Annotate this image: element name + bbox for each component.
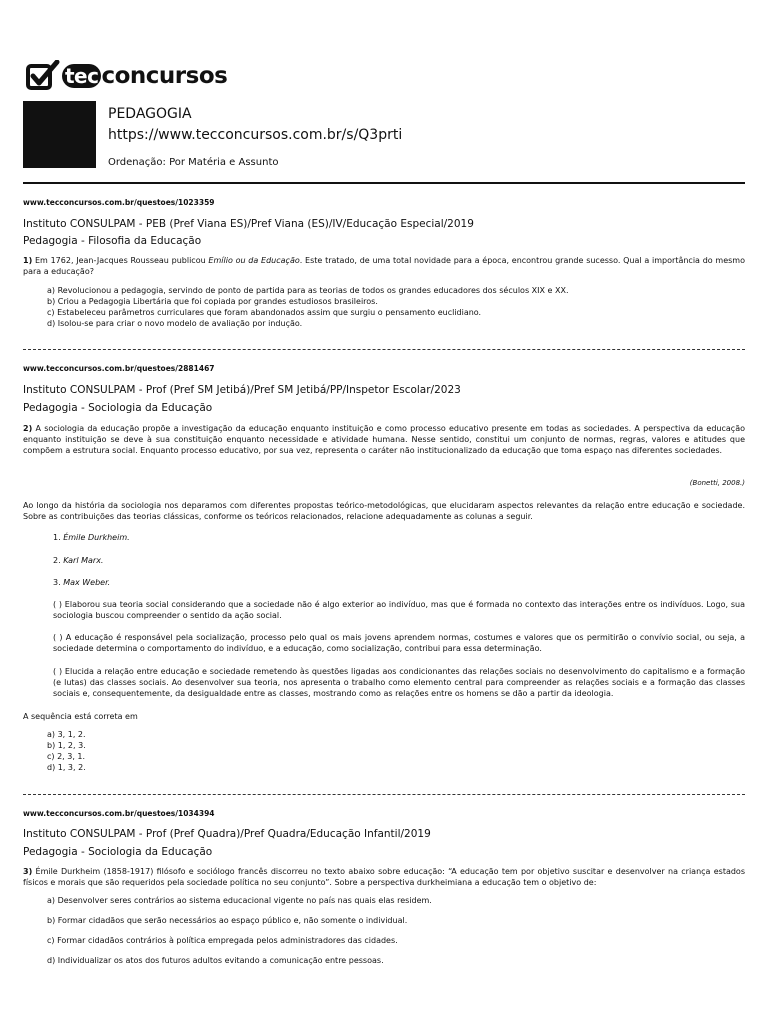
question-separator bbox=[23, 349, 745, 350]
question-1-text bbox=[23, 255, 745, 277]
question-3-institution: Instituto CONSULPAM - Prof (Pref Quadra)/Pref Quadra/Educação Infantil/2019 bbox=[23, 828, 431, 840]
text-part: A sociologia da educação propõe a investigação da educação enquanto instituição e como processo educativo presente em todas as sociedades. A perspectiva da educação enquanto instituição se deve à sua constituição enquanto necessidade e atividade humana. Nesse sentido, constitui um conjunto de normas, regras, valores e atitudes que compõem a estrutura social. Enquanto processo educativo, por sua vez, representa o caráter não institucionalizado da educação que toma espaço nas diferentes sociedades. bbox=[23, 424, 745, 455]
text-part: Em 1762, Jean-Jacques Rousseau publicou bbox=[32, 256, 209, 265]
option-c[interactable]: c) Estabeleceu parâmetros curriculares que foram abandonados assim que surgiu o pensamento euclidiano. bbox=[47, 308, 482, 317]
option-b[interactable]: b) Criou a Pedagogia Libertária que foi copiada por grandes estudiosos brasileiros. bbox=[47, 297, 378, 306]
option-a[interactable]: a) 3, 1, 2. bbox=[47, 730, 86, 739]
theorist-2 bbox=[53, 556, 103, 565]
theorist-name: Karl Marx. bbox=[63, 556, 104, 565]
question-3-text bbox=[23, 866, 745, 888]
option-c[interactable]: c) 2, 3, 1. bbox=[47, 752, 86, 761]
question-2-subject: Pedagogia - Sociologia da Educação bbox=[23, 402, 213, 414]
checkmark-icon bbox=[26, 60, 60, 92]
brand-logo[interactable] bbox=[26, 60, 227, 92]
page-title: PEDAGOGIA bbox=[108, 106, 192, 122]
question-2-link[interactable]: www.tecconcursos.com.br/questoes/2881467 bbox=[23, 364, 215, 373]
sequence-label: A sequência está correta em bbox=[23, 712, 138, 721]
book-title: Emílio ou da Educação bbox=[208, 256, 300, 265]
option-b[interactable]: b) Formar cidadãos que serão necessários ao espaço público e, não somente o individual. bbox=[47, 916, 408, 925]
question-1-link[interactable]: www.tecconcursos.com.br/questoes/1023359 bbox=[23, 198, 215, 207]
item-number: 3. bbox=[53, 578, 64, 587]
statement-3: ( ) Elucida a relação entre educação e sociedade remetendo às questões ligadas aos condicionantes das relações sociais no desenvolvimento do capitalismo e a formação (e lutas) das classes sociais. Ao desenvolver sua teoria, nos apresenta o trabalho como elemento central para compreender as relações sociais e a formação das classes sociais e, consequentemente, da desigualdade entre as classes, mostrando como as relações entre os homens se dão a partir da ideologia. bbox=[53, 667, 745, 698]
text-part: Émile Durkheim (1858-1917) filósofo e sociólogo francês discorreu no texto abaixo sobre educação: “A educação tem por objetivo suscitar e desenvolver na criança estados físicos e morais que são requeridos pela sociedade política no seu conjunto”. Sobre a perspectiva durkheimiana a educação tem o objetivo de: bbox=[23, 867, 745, 887]
theorist-name: Max Weber. bbox=[63, 578, 111, 587]
question-number: 3) bbox=[23, 867, 33, 876]
question-number: 2) bbox=[23, 424, 33, 433]
question-2-institution: Instituto CONSULPAM - Prof (Pref SM Jetibá)/Pref SM Jetibá/PP/Inspetor Escolar/2023 bbox=[23, 384, 461, 396]
question-2-options bbox=[47, 729, 86, 773]
statement-2: ( ) A educação é responsável pela socialização, processo pelo qual os mais jovens aprendem normas, costumes e valores que os permitirão o convívio social, ou seja, a sociedade determina o comportamento do indivíduo, e a educação, como socialização, contribui para essa determinação. bbox=[53, 633, 745, 653]
item-number: 2. bbox=[53, 556, 64, 565]
option-a[interactable]: a) Revolucionou a pedagogia, servindo de ponto de partida para as teorias de todos os grandes educadores dos séculos XIX e XX. bbox=[47, 286, 569, 295]
question-1-institution: Instituto CONSULPAM - PEB (Pref Viana ES)/Pref Viana (ES)/IV/Educação Especial/2019 bbox=[23, 218, 474, 230]
header-divider bbox=[23, 182, 745, 184]
notebook-url[interactable]: https://www.tecconcursos.com.br/s/Q3prti bbox=[108, 127, 403, 143]
brand-name bbox=[62, 63, 227, 89]
theorist-1 bbox=[53, 533, 130, 542]
question-2-intro: Ao longo da história da sociologia nos deparamos com diferentes propostas teórico-metodológicas, que elucidaram aspectos relevantes da relação entre educação e sociedade. Sobre as contribuições das teorias clássicas, conforme os teóricos relacionados, relacione adequadamente as colunas a seguir. bbox=[23, 501, 745, 521]
text-part: . Este tratado, de uma total novidade para a época, encontrou grande sucesso. Qual a importância do mesmo para a educação? bbox=[23, 256, 745, 276]
question-2-text bbox=[23, 423, 745, 456]
citation: (Bonetti, 2008.) bbox=[689, 479, 745, 487]
option-b[interactable]: b) 1, 2, 3. bbox=[47, 741, 86, 750]
question-3-link[interactable]: www.tecconcursos.com.br/questoes/1034394 bbox=[23, 809, 215, 818]
statement-1: ( ) Elaborou sua teoria social considerando que a sociedade não é algo exterior ao indivíduo, mas que é formada no contexto das interações entre os indivíduos. Logo, sua sociologia buscou compreender o sentido da ação social. bbox=[53, 600, 745, 620]
question-number: 1) bbox=[23, 256, 33, 265]
sort-order: Ordenação: Por Matéria e Assunto bbox=[108, 157, 279, 168]
item-number: 1. bbox=[53, 533, 64, 542]
brand-prefix: tec bbox=[62, 64, 101, 88]
question-separator bbox=[23, 794, 745, 795]
question-3-subject: Pedagogia - Sociologia da Educação bbox=[23, 846, 213, 858]
brand-suffix: concursos bbox=[101, 63, 228, 89]
option-d[interactable]: d) Isolou-se para criar o novo modelo de avaliação por indução. bbox=[47, 319, 303, 328]
option-d[interactable]: d) 1, 3, 2. bbox=[47, 763, 86, 772]
option-d[interactable]: d) Individualizar os atos dos futuros adultos evitando a comunicação entre pessoas. bbox=[47, 956, 384, 965]
question-1-options bbox=[47, 285, 568, 329]
qr-placeholder bbox=[23, 101, 96, 168]
question-1-subject: Pedagogia - Filosofia da Educação bbox=[23, 235, 202, 247]
option-c[interactable]: c) Formar cidadãos contrários à política empregada pelos administradores das cidades. bbox=[47, 936, 398, 945]
option-a[interactable]: a) Desenvolver seres contrários ao sistema educacional vigente no país nas quais elas residem. bbox=[47, 896, 432, 905]
theorist-name: Émile Durkheim. bbox=[63, 533, 130, 542]
theorist-3 bbox=[53, 578, 110, 587]
